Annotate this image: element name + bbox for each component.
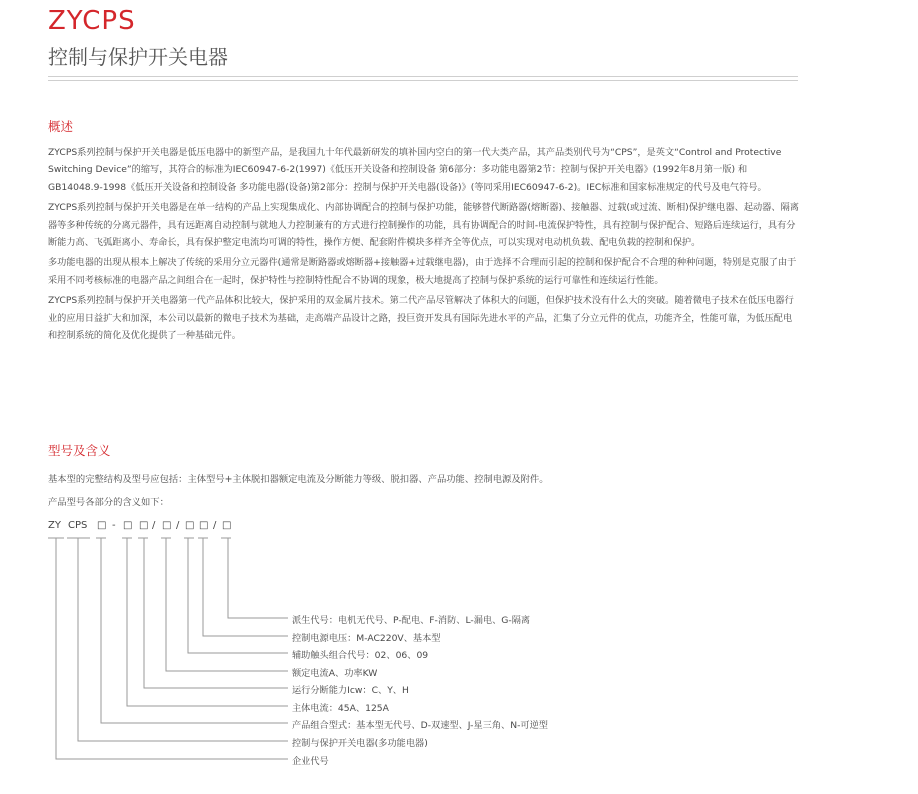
code-part: -	[112, 520, 116, 531]
overview-heading: 概述	[48, 119, 74, 134]
overview-paragraph: ZYCPS系列控制与保护开关电器第一代产品体积比较大，保护采用的双金属片技术。第二代产品尽管解决了体积大的问题，但保护技术没有什么大的突破。随着微电子技术在低压电器行业的应用日益扩大和加深，本公司以最新的微电子技术为基础，走高端产品设计之路，投巨资开发具有国际先进水平的产品，汇集了分立元件的优点，功能齐全，性能可靠，为低压配电和控制系统的简化及优化提供了一种基础元件。	[48, 295, 794, 342]
code-part: □	[139, 520, 149, 531]
code-part: □	[162, 520, 172, 531]
legend-item: 派生代号：电机无代号、P-配电、F-消防、L-漏电、G-隔离	[292, 615, 531, 626]
legend-item: 产品组合型式：基本型无代号、D-双速型、J-星三角、N-可逆型	[292, 720, 548, 731]
model-intro: 产品型号各部分的含义如下：	[48, 497, 169, 508]
code-part: /	[176, 520, 180, 531]
model-heading: 型号及含义	[48, 443, 111, 458]
code-part: □	[123, 520, 133, 531]
overview-paragraph: ZYCPS系列控制与保护开关电器是在单一结构的产品上实现集成化、内部协调配合的控制与保护功能，能够替代断路器(熔断器)、接触器、过载(或过流、断相)保护继电器、起动器、隔离器等多种传统的分离元器件，具有远距离自动控制与就地人力控制兼有的方式进行控制操作的功能，具有协调配合的时间-电流保护特性，具有控制与保护配合、短路后连续运行，具有分断能力高、飞弧距离小、寿命长，具有保护整定电流均可调的特性，操作方便、配套附件模块多样齐全等优点，可以实现对电动机负载、配电负载的控制和保护。	[48, 202, 799, 249]
overview-paragraph: 多功能电器的出现从根本上解决了传统的采用分立元器件(通常是断路器或熔断器+接触器+过载继电器)，由于选择不合理而引起的控制和保护配合不合理的种种问题，特别是克服了由于采用不同考核标准的电器产品之间组合在一起时，保护特性与控制特性配合不协调的现象，极大地提高了控制与保护系统的运行可靠性和连续运行性能。	[48, 257, 797, 286]
code-part: /	[152, 520, 156, 531]
legend-item: 额定电流A、功率KW	[292, 668, 378, 679]
legend-item: 运行分断能力Icw：C、Y、H	[292, 685, 409, 696]
legend-item: 控制与保护开关电器(多功能电器)	[292, 738, 428, 749]
code-part: □	[185, 520, 195, 531]
legend-item: 企业代号	[292, 756, 329, 767]
model-description: 基本型的完整结构及型号应包括：主体型号+主体脱扣器额定电流及分断能力等级、脱扣器、产品功能、控制电源及附件。	[48, 474, 549, 485]
overview-paragraph: ZYCPS系列控制与保护开关电器是低压电器中的新型产品，是我国九十年代最新研发的填补国内空白的第一代大类产品，其产品类别代号为“CPS”，是英文“Control and Protective Switching Device”的缩写，其符合的标准为IEC60947-6-2(1997)《低压开关设备和控制设备 第6部分：多功能电器第2节：控制与保护开关电器》(1992年8月第一版) 和GB14048.9-1998《低压开关设备和控制设备 多功能电器(设备)第2部分：控制与保护开关电器(设备)》(等同采用IEC60947-6-2)。IEC标准和国家标准规定的代号及电气符号。	[48, 147, 782, 193]
page-subtitle: 控制与保护开关电器	[48, 45, 228, 69]
code-part: □	[222, 520, 232, 531]
code-part: ZY	[48, 520, 61, 531]
code-part: CPS	[68, 520, 88, 531]
legend-item: 辅助触头组合代号：02、06、09	[292, 650, 429, 661]
code-part: /	[213, 520, 217, 531]
legend-item: 主体电流：45A、125A	[292, 703, 389, 714]
code-part: □	[199, 520, 209, 531]
page-title: ZYCPS	[48, 6, 136, 36]
legend-item: 控制电源电压：M-AC220V、基本型	[292, 633, 441, 644]
code-part: □	[97, 520, 107, 531]
